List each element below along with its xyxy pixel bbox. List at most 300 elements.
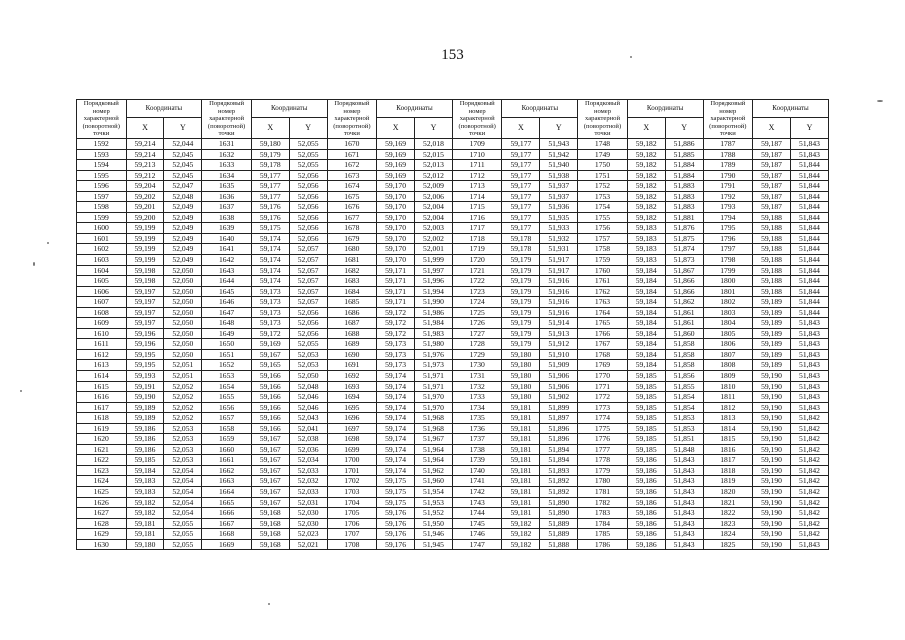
point-number-cell: 1688 [327,328,377,339]
point-number-cell: 1637 [202,202,252,213]
y-coordinate-cell: 51,843 [790,149,828,160]
table-row [77,233,829,244]
x-coordinate-cell: 59,177 [502,212,540,223]
y-coordinate-cell: 51,935 [540,212,578,223]
point-number-cell: 1774 [578,413,628,424]
y-coordinate-cell: 51,932 [540,233,578,244]
x-coordinate-cell: 59,179 [251,149,289,160]
point-number-cell: 1717 [452,223,502,234]
scan-speck [877,100,883,102]
y-coordinate-cell: 52,050 [164,286,202,297]
x-coordinate-cell: 59,190 [753,434,791,445]
x-coordinate-cell: 59,178 [502,244,540,255]
y-coordinate-cell: 51,980 [415,339,453,350]
x-coordinate-cell: 59,170 [377,223,415,234]
y-coordinate-cell: 51,885 [665,149,703,160]
point-number-cell: 1655 [202,392,252,403]
y-coordinate-cell: 52,057 [289,286,327,297]
point-number-cell: 1748 [578,138,628,149]
y-coordinate-cell: 51,844 [790,265,828,276]
x-coordinate-cell: 59,188 [753,244,791,255]
y-coordinate-cell: 51,943 [540,138,578,149]
y-coordinate-cell: 51,889 [540,518,578,529]
y-coordinate-cell: 51,844 [790,233,828,244]
y-coordinate-cell: 51,844 [790,181,828,192]
x-coordinate-cell: 59,173 [377,360,415,371]
y-coordinate-cell: 51,984 [415,318,453,329]
coordinates-header: Координаты [126,100,202,118]
x-coordinate-cell: 59,166 [251,371,289,382]
x-coordinate-cell: 59,174 [377,381,415,392]
point-number-cell: 1824 [703,529,753,540]
y-coordinate-cell: 52,049 [164,244,202,255]
point-number-cell: 1616 [77,392,127,403]
x-coordinate-cell: 59,190 [753,518,791,529]
y-coordinate-cell: 51,843 [790,539,828,550]
y-coordinate-cell: 52,056 [289,328,327,339]
point-number-cell: 1618 [77,413,127,424]
point-number-cell: 1659 [202,434,252,445]
x-coordinate-cell: 59,189 [753,349,791,360]
y-coordinate-cell: 51,843 [665,497,703,508]
x-coordinate-cell: 59,189 [753,328,791,339]
y-coordinate-cell: 52,054 [164,465,202,476]
point-number-cell: 1742 [452,487,502,498]
point-number-cell: 1710 [452,149,502,160]
y-coordinate-cell: 52,001 [415,244,453,255]
point-number-cell: 1642 [202,254,252,265]
point-number-cell: 1606 [77,286,127,297]
point-number-cell: 1635 [202,181,252,192]
point-number-cell: 1751 [578,170,628,181]
x-coordinate-cell: 59,167 [251,444,289,455]
x-coordinate-cell: 59,173 [377,349,415,360]
y-coordinate-cell: 51,971 [415,381,453,392]
point-number-cell: 1726 [452,318,502,329]
point-number-cell: 1673 [327,170,377,181]
coordinates-header: Координаты [627,100,703,118]
y-coordinate-cell: 52,031 [289,497,327,508]
point-number-cell: 1703 [327,487,377,498]
point-number-cell: 1704 [327,497,377,508]
y-coordinate-cell: 51,853 [665,413,703,424]
x-coordinate-cell: 59,181 [126,518,164,529]
x-coordinate-cell: 59,187 [753,160,791,171]
table-row [77,465,829,476]
y-coordinate-cell: 52,033 [289,465,327,476]
y-coordinate-cell: 51,875 [665,233,703,244]
point-number-cell: 1789 [703,160,753,171]
point-number-cell: 1746 [452,529,502,540]
y-coordinate-cell: 51,954 [415,487,453,498]
y-coordinate-cell: 51,873 [665,254,703,265]
y-coordinate-cell: 52,049 [164,254,202,265]
y-coordinate-cell: 52,048 [164,191,202,202]
y-coordinate-cell: 52,047 [164,181,202,192]
x-coordinate-cell: 59,169 [377,138,415,149]
y-coordinate-cell: 51,843 [665,529,703,540]
x-coordinate-cell: 59,184 [627,339,665,350]
y-coordinate-cell: 51,936 [540,202,578,213]
y-coordinate-cell: 52,041 [289,423,327,434]
x-coordinate-cell: 59,173 [251,286,289,297]
x-coordinate-cell: 59,171 [377,265,415,276]
y-header: Y [415,117,453,138]
y-coordinate-cell: 52,033 [289,487,327,498]
y-coordinate-cell: 52,054 [164,476,202,487]
coordinates-header: Координаты [753,100,829,118]
point-number-cell: 1783 [578,508,628,519]
y-coordinate-cell: 52,051 [164,360,202,371]
y-coordinate-cell: 52,012 [415,170,453,181]
point-number-cell: 1639 [202,223,252,234]
point-number-cell: 1628 [77,518,127,529]
y-coordinate-cell: 51,889 [540,529,578,540]
x-coordinate-cell: 59,172 [377,307,415,318]
point-number-cell: 1643 [202,265,252,276]
x-coordinate-cell: 59,182 [627,160,665,171]
point-number-cell: 1804 [703,318,753,329]
point-number-cell: 1668 [202,529,252,540]
y-coordinate-cell: 51,844 [790,202,828,213]
y-coordinate-cell: 51,896 [540,434,578,445]
x-coordinate-cell: 59,199 [126,233,164,244]
x-coordinate-cell: 59,184 [627,276,665,287]
point-number-cell: 1730 [452,360,502,371]
point-number-cell: 1620 [77,434,127,445]
x-coordinate-cell: 59,170 [377,233,415,244]
point-number-cell: 1687 [327,318,377,329]
x-coordinate-cell: 59,176 [377,539,415,550]
x-coordinate-cell: 59,181 [502,465,540,476]
point-number-cell: 1787 [703,138,753,149]
y-coordinate-cell: 52,053 [164,455,202,466]
x-coordinate-cell: 59,190 [753,465,791,476]
x-coordinate-cell: 59,189 [753,339,791,350]
point-number-cell: 1609 [77,318,127,329]
x-coordinate-cell: 59,193 [126,371,164,382]
y-coordinate-cell: 52,002 [415,233,453,244]
x-coordinate-cell: 59,182 [502,518,540,529]
x-coordinate-cell: 59,199 [126,254,164,265]
point-number-cell: 1680 [327,244,377,255]
y-coordinate-cell: 51,842 [790,497,828,508]
point-number-cell: 1613 [77,360,127,371]
point-number-cell: 1766 [578,328,628,339]
x-coordinate-cell: 59,196 [126,328,164,339]
y-coordinate-cell: 51,862 [665,297,703,308]
x-coordinate-cell: 59,184 [627,360,665,371]
x-coordinate-cell: 59,202 [126,191,164,202]
x-coordinate-cell: 59,178 [502,233,540,244]
x-coordinate-cell: 59,181 [502,508,540,519]
y-coordinate-cell: 51,881 [665,212,703,223]
point-number-cell: 1658 [202,423,252,434]
y-coordinate-cell: 51,916 [540,286,578,297]
point-number-cell: 1757 [578,233,628,244]
point-number-cell: 1599 [77,212,127,223]
y-coordinate-cell: 52,032 [289,476,327,487]
y-header: Y [164,117,202,138]
point-number-cell: 1675 [327,191,377,202]
point-number-cell: 1809 [703,371,753,382]
y-coordinate-cell: 51,945 [415,539,453,550]
x-header: X [251,117,289,138]
point-number-cell: 1816 [703,444,753,455]
point-number-cell: 1738 [452,444,502,455]
x-coordinate-cell: 59,175 [377,476,415,487]
y-coordinate-cell: 51,997 [415,265,453,276]
x-coordinate-cell: 59,182 [627,212,665,223]
y-coordinate-cell: 51,843 [665,539,703,550]
x-coordinate-cell: 59,185 [627,423,665,434]
y-coordinate-cell: 51,946 [415,529,453,540]
y-coordinate-cell: 51,842 [790,423,828,434]
x-coordinate-cell: 59,171 [377,276,415,287]
point-number-cell: 1732 [452,381,502,392]
x-coordinate-cell: 59,180 [502,371,540,382]
point-number-cell: 1756 [578,223,628,234]
point-number-cell: 1697 [327,423,377,434]
y-coordinate-cell: 51,843 [665,465,703,476]
y-coordinate-cell: 52,045 [164,170,202,181]
table-row [77,529,829,540]
point-number-cell: 1719 [452,244,502,255]
point-number-cell: 1707 [327,529,377,540]
point-number-cell: 1612 [77,349,127,360]
y-coordinate-cell: 51,906 [540,371,578,382]
table-row [77,181,829,192]
point-number-cell: 1798 [703,254,753,265]
y-coordinate-cell: 51,938 [540,170,578,181]
point-number-cell: 1702 [327,476,377,487]
point-number-cell: 1700 [327,455,377,466]
y-coordinate-cell: 52,050 [164,349,202,360]
x-coordinate-cell: 59,185 [627,413,665,424]
y-coordinate-cell: 51,844 [790,276,828,287]
table-row [77,328,829,339]
point-number-cell: 1594 [77,160,127,171]
y-coordinate-cell: 51,884 [665,170,703,181]
y-coordinate-cell: 52,030 [289,518,327,529]
y-coordinate-cell: 51,844 [790,286,828,297]
x-coordinate-cell: 59,187 [753,181,791,192]
x-coordinate-cell: 59,177 [251,170,289,181]
x-coordinate-cell: 59,197 [126,286,164,297]
x-coordinate-cell: 59,173 [251,307,289,318]
x-coordinate-cell: 59,188 [753,286,791,297]
point-number-cell: 1760 [578,265,628,276]
y-coordinate-cell: 51,842 [790,487,828,498]
point-number-cell: 1792 [703,191,753,202]
x-coordinate-cell: 59,167 [251,434,289,445]
x-coordinate-cell: 59,183 [627,244,665,255]
table-row [77,413,829,424]
x-coordinate-cell: 59,183 [126,476,164,487]
point-number-cell: 1622 [77,455,127,466]
y-coordinate-cell: 51,876 [665,223,703,234]
point-number-cell: 1634 [202,170,252,181]
y-coordinate-cell: 51,858 [665,339,703,350]
y-coordinate-cell: 51,843 [790,349,828,360]
point-number-cell: 1723 [452,286,502,297]
y-coordinate-cell: 52,015 [415,149,453,160]
y-coordinate-cell: 51,842 [790,434,828,445]
y-coordinate-cell: 52,046 [289,402,327,413]
point-number-cell: 1681 [327,254,377,265]
x-coordinate-cell: 59,173 [251,318,289,329]
y-coordinate-cell: 51,860 [665,328,703,339]
point-number-cell: 1767 [578,339,628,350]
point-number-cell: 1754 [578,202,628,213]
point-number-cell: 1740 [452,465,502,476]
point-number-cell: 1638 [202,212,252,223]
x-coordinate-cell: 59,182 [627,170,665,181]
point-number-header: Порядковый номер характерной (поворотной) точки [578,100,628,139]
x-coordinate-cell: 59,197 [126,318,164,329]
x-coordinate-cell: 59,181 [502,497,540,508]
x-coordinate-cell: 59,173 [377,339,415,350]
x-coordinate-cell: 59,188 [753,276,791,287]
point-number-cell: 1630 [77,539,127,550]
y-coordinate-cell: 52,056 [289,223,327,234]
x-coordinate-cell: 59,181 [502,402,540,413]
x-coordinate-cell: 59,195 [126,349,164,360]
x-coordinate-cell: 59,186 [627,529,665,540]
y-coordinate-cell: 51,861 [665,307,703,318]
point-number-cell: 1749 [578,149,628,160]
point-number-cell: 1714 [452,191,502,202]
point-number-cell: 1600 [77,223,127,234]
table-row [77,286,829,297]
point-number-header: Порядковый номер характерной (поворотной) точки [202,100,252,139]
y-coordinate-cell: 52,049 [164,223,202,234]
x-coordinate-cell: 59,214 [126,149,164,160]
x-coordinate-cell: 59,179 [502,297,540,308]
point-number-cell: 1755 [578,212,628,223]
y-coordinate-cell: 52,055 [164,539,202,550]
point-number-cell: 1764 [578,307,628,318]
x-coordinate-cell: 59,186 [627,518,665,529]
point-number-cell: 1743 [452,497,502,508]
y-coordinate-cell: 51,894 [540,444,578,455]
x-coordinate-cell: 59,184 [627,265,665,276]
point-number-cell: 1649 [202,328,252,339]
x-coordinate-cell: 59,177 [502,181,540,192]
y-coordinate-cell: 52,050 [164,265,202,276]
y-coordinate-cell: 52,046 [289,392,327,403]
y-coordinate-cell: 51,843 [790,138,828,149]
x-coordinate-cell: 59,175 [251,223,289,234]
x-coordinate-cell: 59,183 [627,254,665,265]
x-coordinate-cell: 59,187 [753,191,791,202]
x-coordinate-cell: 59,184 [627,318,665,329]
y-coordinate-cell: 51,964 [415,455,453,466]
point-number-cell: 1623 [77,465,127,476]
x-coordinate-cell: 59,167 [251,465,289,476]
y-coordinate-cell: 52,052 [164,402,202,413]
table-row [77,297,829,308]
x-coordinate-cell: 59,185 [627,402,665,413]
y-coordinate-cell: 52,055 [289,160,327,171]
point-number-cell: 1669 [202,539,252,550]
point-number-cell: 1765 [578,318,628,329]
point-number-cell: 1802 [703,297,753,308]
y-coordinate-cell: 51,884 [665,160,703,171]
scan-speck [47,242,49,244]
table-row [77,202,829,213]
x-coordinate-cell: 59,166 [251,381,289,392]
point-number-cell: 1696 [327,413,377,424]
y-coordinate-cell: 51,842 [790,476,828,487]
y-coordinate-cell: 51,933 [540,223,578,234]
y-coordinate-cell: 51,986 [415,307,453,318]
x-coordinate-cell: 59,173 [251,297,289,308]
point-number-cell: 1769 [578,360,628,371]
x-coordinate-cell: 59,189 [753,360,791,371]
x-coordinate-cell: 59,187 [753,149,791,160]
y-coordinate-cell: 51,843 [790,402,828,413]
point-number-cell: 1721 [452,265,502,276]
y-coordinate-cell: 52,056 [289,212,327,223]
x-coordinate-cell: 59,172 [377,328,415,339]
x-coordinate-cell: 59,177 [502,160,540,171]
point-number-cell: 1768 [578,349,628,360]
point-number-cell: 1810 [703,381,753,392]
y-coordinate-cell: 52,013 [415,160,453,171]
point-number-cell: 1712 [452,170,502,181]
x-coordinate-cell: 59,198 [126,276,164,287]
x-coordinate-cell: 59,188 [753,254,791,265]
y-coordinate-cell: 51,844 [790,244,828,255]
x-coordinate-cell: 59,187 [753,202,791,213]
x-coordinate-cell: 59,177 [502,191,540,202]
point-number-cell: 1662 [202,465,252,476]
point-number-cell: 1761 [578,276,628,287]
x-header: X [502,117,540,138]
y-coordinate-cell: 51,844 [790,212,828,223]
y-coordinate-cell: 51,844 [790,170,828,181]
y-coordinate-cell: 51,883 [665,191,703,202]
table-row [77,381,829,392]
scan-speck [268,603,270,605]
point-number-cell: 1653 [202,371,252,382]
x-coordinate-cell: 59,169 [377,160,415,171]
x-coordinate-cell: 59,169 [251,339,289,350]
x-coordinate-cell: 59,166 [251,423,289,434]
y-coordinate-cell: 52,009 [415,181,453,192]
point-number-header: Порядковый номер характерной (поворотной) точки [77,100,127,139]
y-coordinate-cell: 51,866 [665,276,703,287]
x-coordinate-cell: 59,179 [502,254,540,265]
x-coordinate-cell: 59,185 [627,392,665,403]
y-coordinate-cell: 52,054 [164,487,202,498]
x-coordinate-cell: 59,174 [251,233,289,244]
y-coordinate-cell: 52,050 [164,339,202,350]
point-number-cell: 1615 [77,381,127,392]
x-coordinate-cell: 59,177 [502,223,540,234]
x-coordinate-cell: 59,186 [126,434,164,445]
x-coordinate-cell: 59,195 [126,360,164,371]
table-row [77,160,829,171]
point-number-cell: 1720 [452,254,502,265]
point-number-cell: 1814 [703,423,753,434]
point-number-cell: 1735 [452,413,502,424]
y-coordinate-cell: 51,906 [540,381,578,392]
x-coordinate-cell: 59,214 [126,138,164,149]
table-row [77,339,829,350]
x-coordinate-cell: 59,181 [502,423,540,434]
